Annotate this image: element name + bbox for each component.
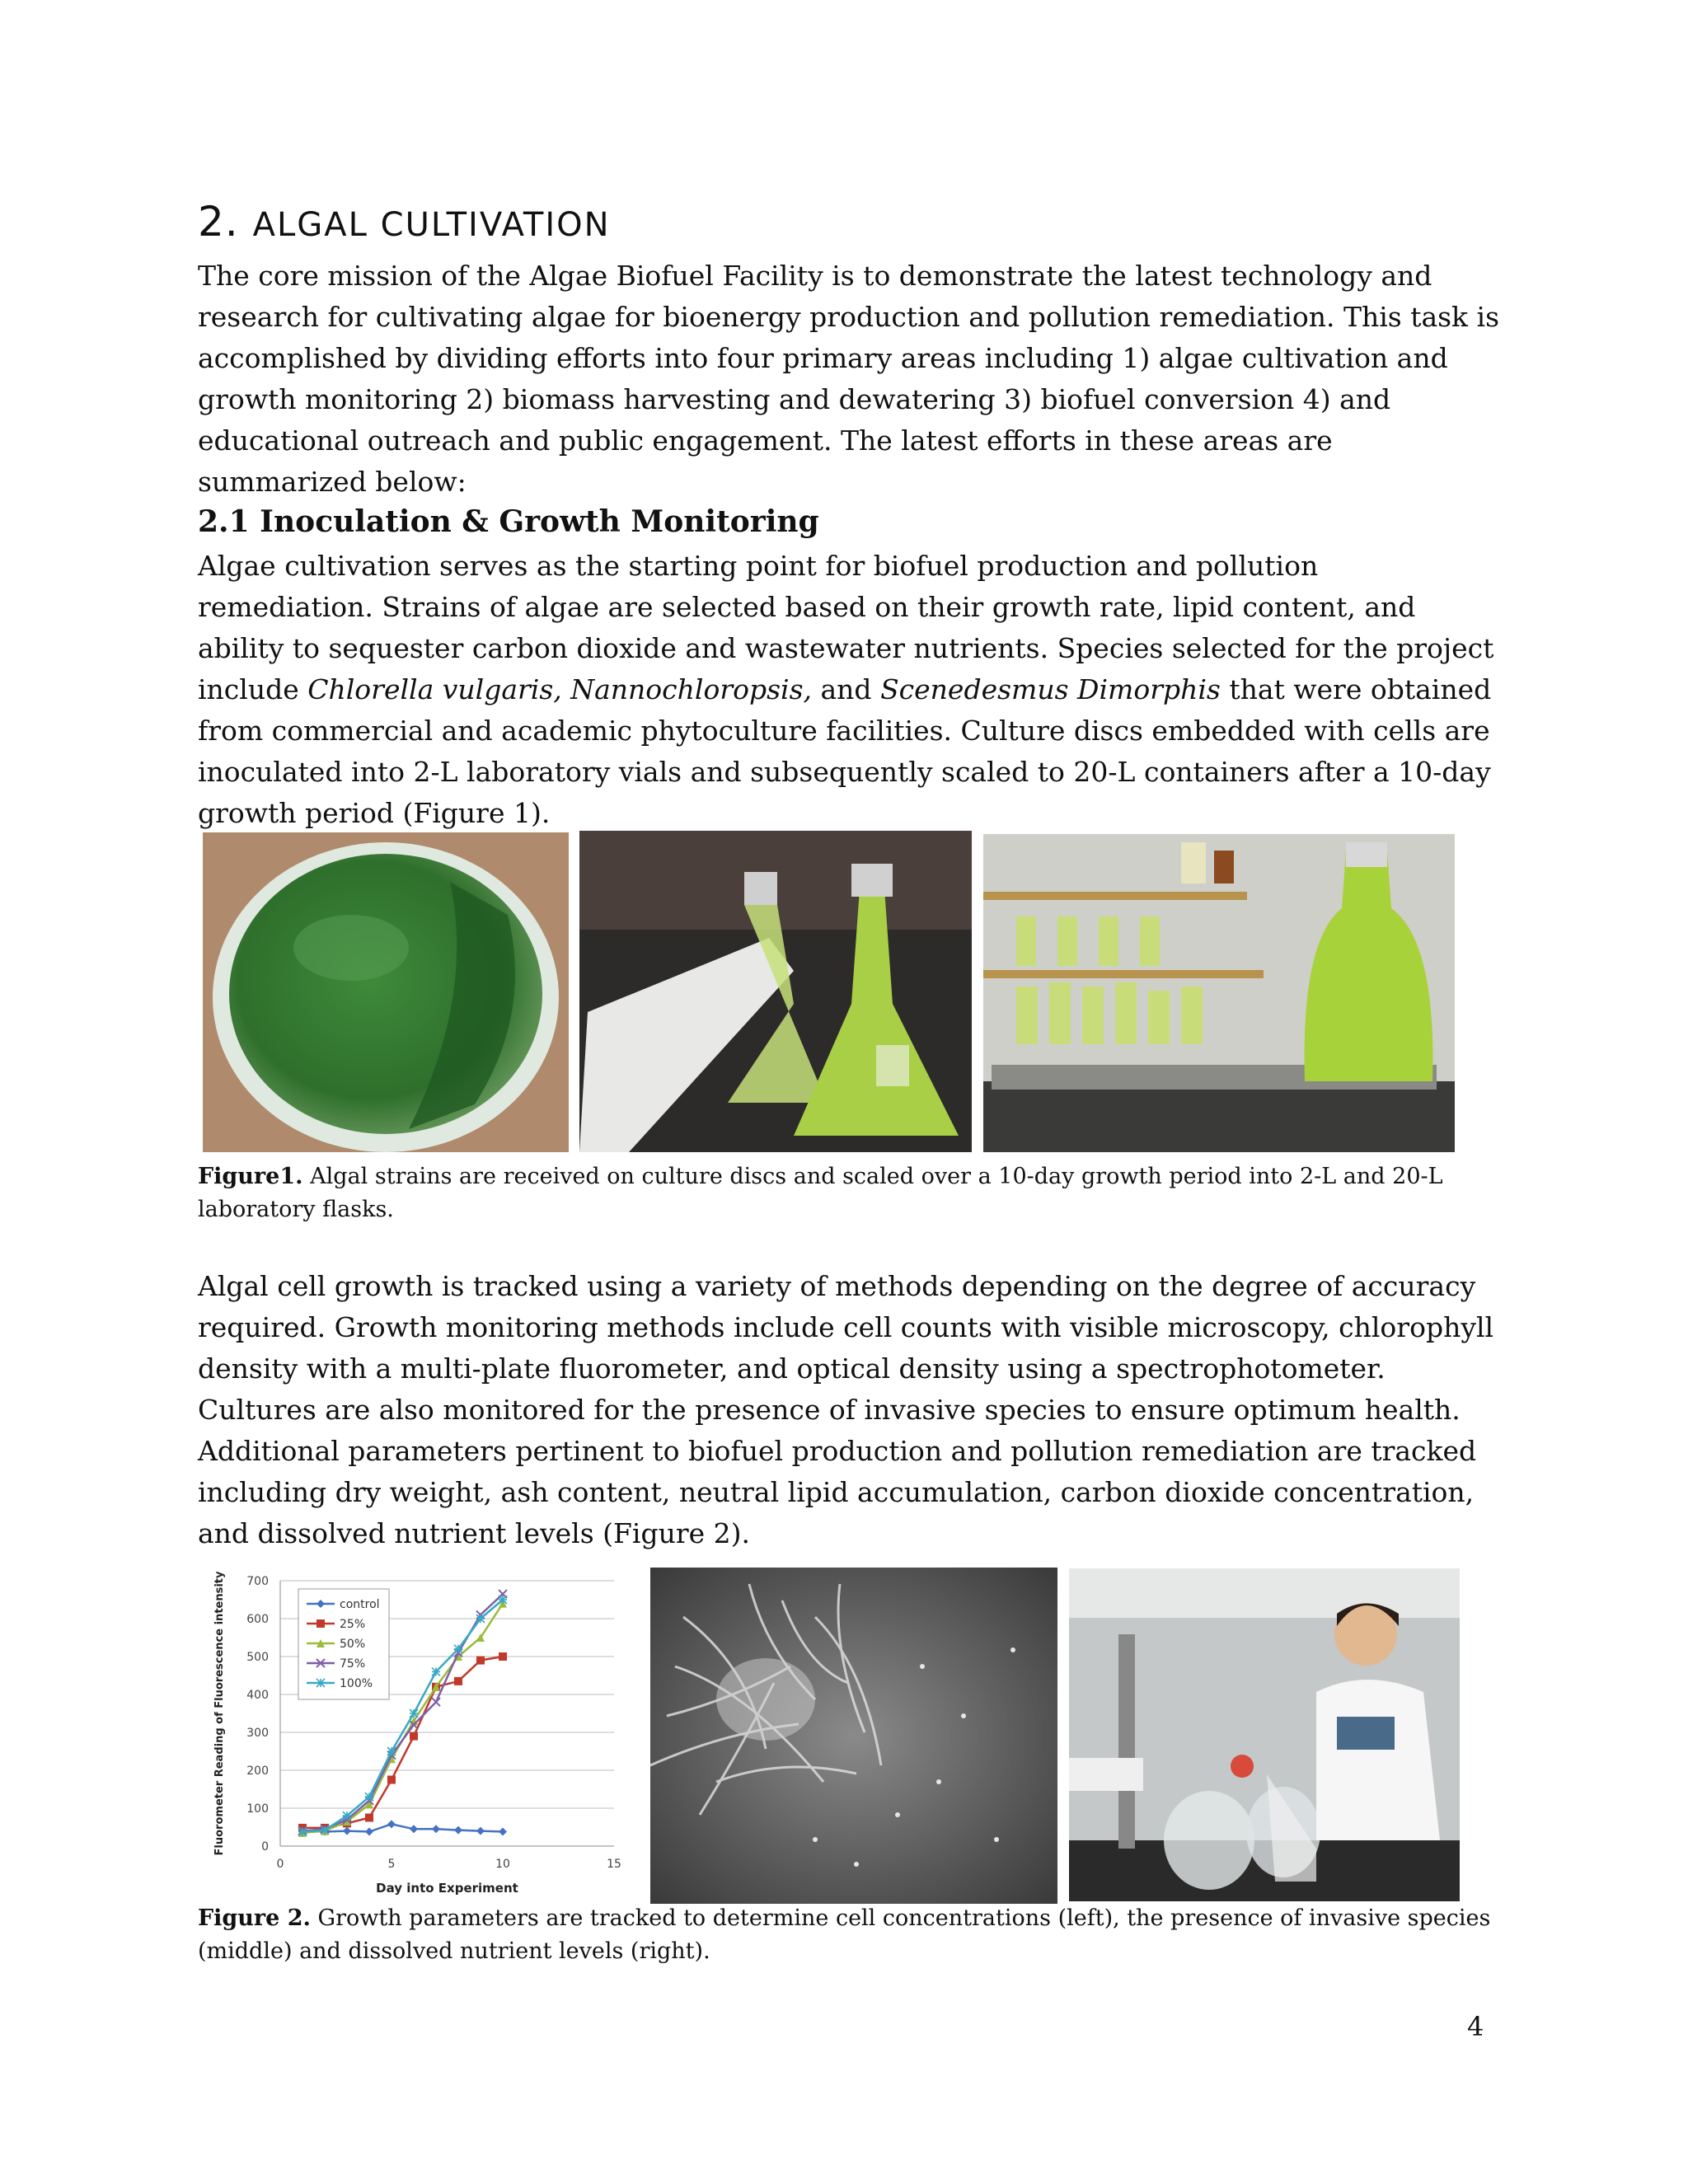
x-tick-label: 10 <box>495 1858 510 1871</box>
researcher-lab-photo <box>1069 1568 1460 1901</box>
para1-before: Algae cultivation serves as the starting point for biofuel production and pollution remediation. Strains of algae are selected based on their growth rate, lipid content, and ability to sequester carbon dioxide and wastewater nutrients. Species selected for the project include <box>198 550 1494 705</box>
microscopy-photo <box>650 1568 1057 1904</box>
data-point <box>321 1826 329 1835</box>
section-number: 2. <box>198 198 239 246</box>
section-heading <box>198 198 611 246</box>
data-point <box>410 1732 418 1741</box>
growth-chart <box>206 1566 626 1896</box>
figure1-caption-text: Algal strains are received on culture discs and scaled over a 10-day growth period into 2-L and 20-L laboratory flasks. <box>198 1164 1443 1222</box>
section-title: ALGAL CULTIVATION <box>252 206 611 244</box>
y-axis-label: Fluorometer Reading of Fluorescence intensity <box>213 1571 226 1856</box>
cultivation-paragraph <box>198 546 1500 834</box>
figure2-caption-text: Growth parameters are tracked to determine cell concentrations (left), the presence of invasive species (middle) and dissolved nutrient levels (right). <box>198 1905 1491 1964</box>
y-tick-label: 600 <box>246 1613 269 1626</box>
para1-after: that were obtained from commercial and academic phytoculture facilities. Culture discs embedded with cells are inoculated into 2-L laboratory vials and subsequently scaled to 20-L containers after a 10-day growth period (Figure 1). <box>198 673 1492 829</box>
data-point <box>432 1667 440 1675</box>
x-tick-label: 5 <box>387 1858 396 1871</box>
data-point <box>365 1814 373 1822</box>
legend-label: 50% <box>340 1638 366 1651</box>
y-tick-label: 100 <box>246 1802 269 1816</box>
page-number: 4 <box>1467 2011 1484 2042</box>
legend-label: 75% <box>340 1657 366 1671</box>
intro-paragraph: The core mission of the Algae Biofuel Facility is to demonstrate the latest technology and research for cultivating algae for bioenergy production and pollution remediation. This task is accomplished by dividing efforts into four primary areas including 1) algae cultivation and growth monitoring 2) biomass harvesting and dewatering 3) biofuel conversion 4) and educational outreach and public engagement. The latest efforts in these areas are summarized below: <box>198 260 1500 498</box>
data-point <box>316 1619 325 1628</box>
y-tick-label: 200 <box>246 1765 269 1778</box>
para1-and: and <box>812 673 881 705</box>
data-point <box>454 1645 462 1653</box>
data-point <box>298 1828 307 1836</box>
data-point <box>476 1615 485 1623</box>
data-point <box>387 1776 396 1784</box>
data-point <box>387 1747 396 1755</box>
figure1-caption <box>198 1160 1500 1226</box>
x-tick-label: 15 <box>607 1858 621 1871</box>
data-point <box>316 1679 325 1687</box>
growth-chart-svg <box>206 1566 626 1896</box>
data-point <box>476 1657 485 1665</box>
species-italic: Scenedesmus Dimorphis <box>880 673 1221 705</box>
legend-label: 100% <box>340 1677 373 1690</box>
x-axis-label: Day into Experiment <box>376 1881 518 1896</box>
y-tick-label: 300 <box>246 1727 269 1740</box>
lab-bench-photo <box>983 834 1455 1152</box>
data-point <box>343 1811 351 1820</box>
y-tick-label: 700 <box>246 1575 269 1588</box>
legend-label: 25% <box>340 1618 366 1631</box>
x-tick-label: 0 <box>276 1858 284 1871</box>
figure2-caption <box>198 1902 1500 1968</box>
data-point <box>499 1652 507 1661</box>
figure2-label: Figure 2. <box>198 1905 311 1931</box>
data-point <box>454 1677 462 1685</box>
subsection-heading: 2.1 Inoculation & Growth Monitoring <box>198 504 819 539</box>
y-tick-label: 500 <box>246 1651 269 1664</box>
species-list-italic: Chlorella vulgaris, Nannochloropsis, <box>307 673 813 705</box>
data-point <box>410 1709 418 1718</box>
monitoring-paragraph: Algal cell growth is tracked using a variety of methods depending on the degree of accuracy required. Growth monitoring methods include cell counts with visible microscopy, chlorophyll density with a multi-plate fluorometer, and optical density using a spectrophotometer. Cultures are also monitored for the presence of invasive species to ensure optimum health. Additional parameters pertinent to biofuel production and pollution remediation are tracked including dry weight, ash content, neutral lipid accumulation, carbon dioxide concentration, and dissolved nutrient levels (Figure 2). <box>198 1270 1494 1549</box>
flasks-photo <box>579 831 972 1152</box>
petri-dish-photo <box>203 832 569 1152</box>
data-point <box>499 1596 507 1604</box>
y-tick-label: 400 <box>246 1689 269 1702</box>
legend-label: control <box>340 1598 380 1611</box>
data-point <box>365 1793 373 1801</box>
y-tick-label: 0 <box>261 1840 269 1854</box>
figure1-label: Figure1. <box>198 1164 303 1189</box>
